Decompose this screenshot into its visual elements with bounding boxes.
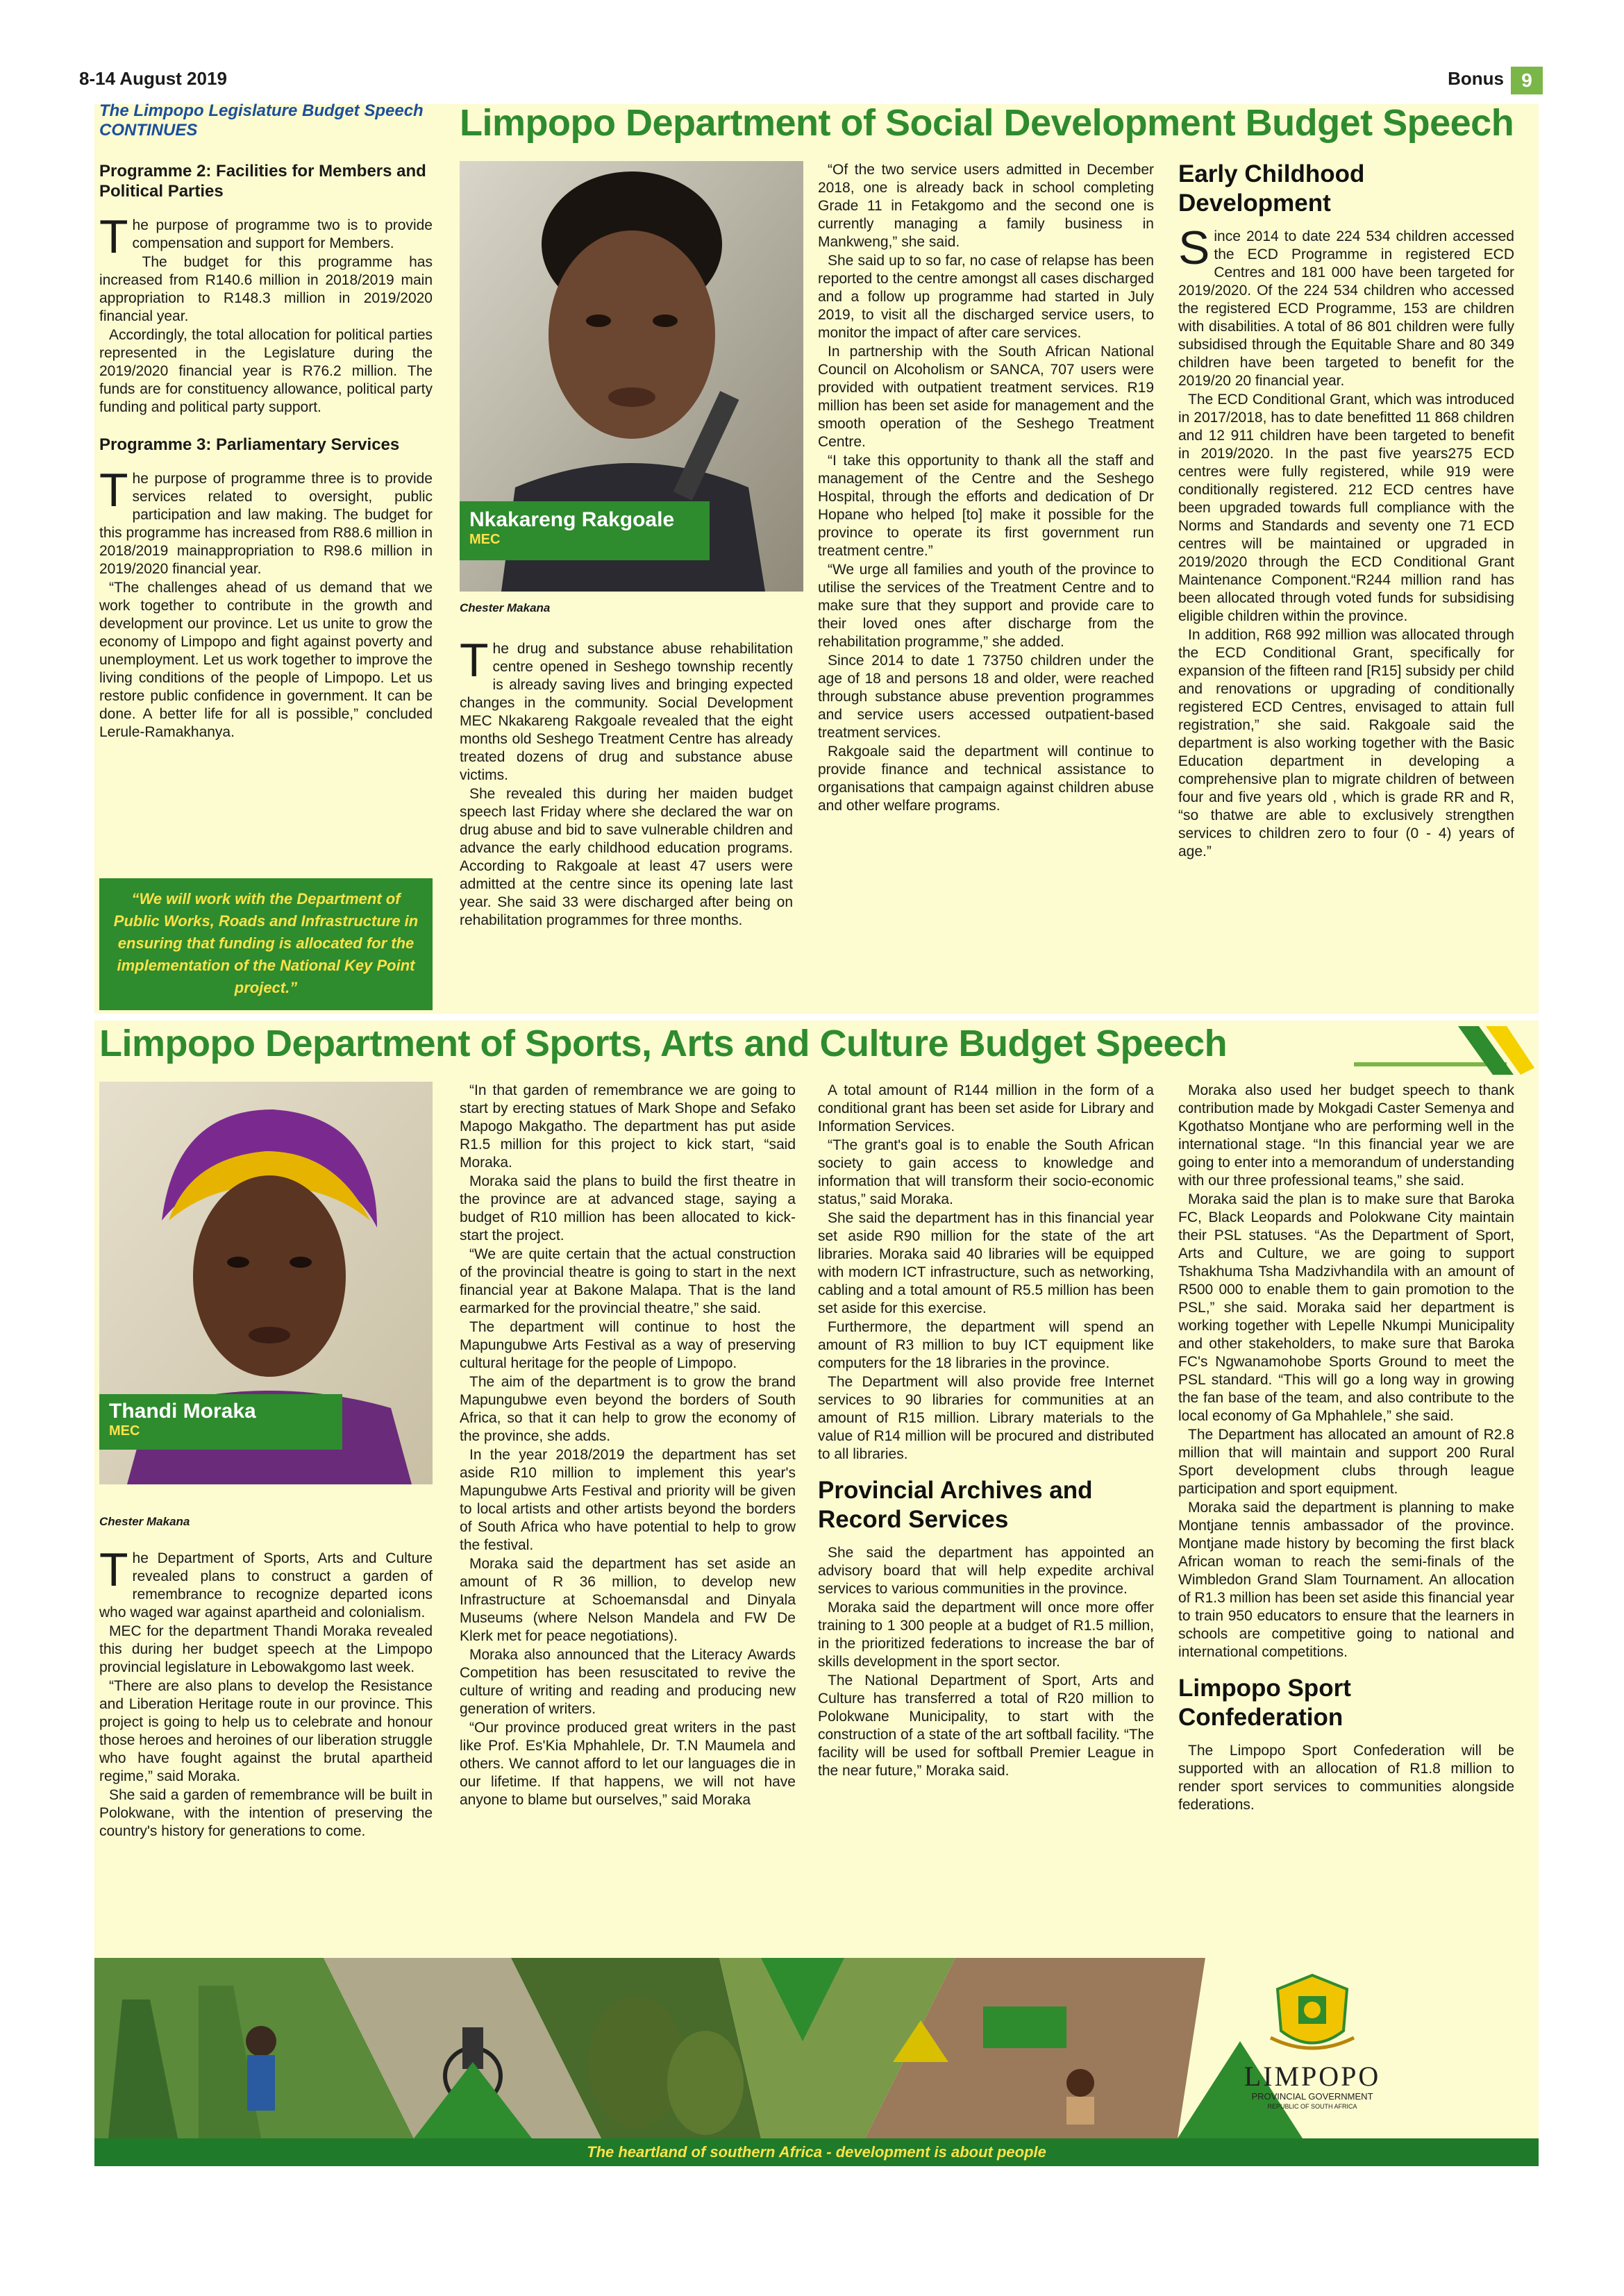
page-number: 9 xyxy=(1511,67,1543,94)
sports-column-1 xyxy=(99,1543,433,1841)
photo-name-tag xyxy=(460,501,710,560)
legislature-continues-heading xyxy=(99,101,426,140)
photo-credit: Chester Makana xyxy=(460,601,551,614)
paragraph: “Our province produced great writers in the past like Prof. Es'Kia Mphahlele, Dr. T.N Maumela and others. We cannot afford to let our languages die in our lifetime. If that happens, we will not have anyone to blame but ourselves,” said Moraka xyxy=(460,1720,796,1808)
paragraph: She revealed this during her maiden budget speech last Friday where she declared the war on drug abuse and bid to save vulnerable children and advance the early childhood education programs. According to Rakgoale at least 47 users were admitted at the centre since its opening late last year. She said 33 were discharged after being on rehabilitation programmes for three months. xyxy=(460,786,793,928)
paragraph: In the year 2018/2019 the department has set aside R10 million to implement this year's Mapungubwe Arts Festival and priority will be given to local artists and other artists beyond the borders of South Africa who have potential to help to grow the festival. xyxy=(460,1447,796,1553)
paragraph: Moraka said the department will once more offer training to 1 300 people at a budget of R1.5 million, in the prioritized federations to increase the bar of skills development in the sport sector. xyxy=(818,1600,1154,1670)
photo-role: MEC xyxy=(469,532,501,547)
paragraph: The purpose of programme two is to provide compensation and support for Members. xyxy=(99,210,433,263)
section-accent-mark xyxy=(1354,1026,1534,1075)
sports-arts-culture-title: Limpopo Department of Sports, Arts and Culture Budget Speech xyxy=(99,1023,1228,1064)
social-column-2 xyxy=(818,161,1154,816)
paragraph: The purpose of programme three is to provide services related to oversight, public participation and law making. The budget for this programme has increased from R88.6 million in 2018/2019 mainappropriation to R98.6 million in 2019/2020 financial year. xyxy=(99,464,433,577)
photo-name: Nkakareng Rakgoale xyxy=(469,508,675,531)
legislature-heading-line2: CONTINUES xyxy=(99,121,198,140)
photo-credit: Chester Makana xyxy=(99,1515,190,1528)
paragraph: Moraka also announced that the Literacy Awards Competition has been resuscitated to revive the culture of writing and reading and producing new generation of writers. xyxy=(460,1647,796,1717)
sports-column-3 xyxy=(818,1082,1154,1781)
limpopo-logo xyxy=(1208,1968,1416,2128)
mec-rakgoale-photo xyxy=(460,161,803,592)
paragraph: Accordingly, the total allocation for political parties represented in the Legislature during the 2019/2020 financial year is R76.2 million. The funds are for constituency allowance, political party funding and political party support. xyxy=(99,327,433,415)
paragraph: Since 2014 to date 1 73750 children under the age of 18 and persons 18 and older, were reached through substance abuse prevention programmes and service users accessed outpatient-based treatment services. xyxy=(818,653,1154,741)
logo-wordmark: LIMPOPO xyxy=(1244,2061,1381,2092)
sports-column-2 xyxy=(460,1082,796,1810)
page-header xyxy=(79,67,1543,94)
sports-column-4 xyxy=(1178,1082,1514,1815)
paragraph: Since 2014 to date 224 534 children accessed the ECD Programme in registered ECD Centres and 181 000 have been targeted for 2019/2020. Of the 224 534 children who accessed the registered ECD Programme, 153 are children with disabilities. A total of 86 801 children were fully subsidised through the Equitable Share and 80 349 children have been targeted to benefit for the 2019/20 20 financial year. xyxy=(1178,221,1514,389)
paragraph: A total amount of R144 million in the form of a conditional grant has been set aside for Library and Information Services. xyxy=(818,1082,1154,1134)
drop-cap: T xyxy=(460,634,489,687)
ecd-heading: Early Childhood Development xyxy=(1178,160,1365,217)
paragraph: “The challenges ahead of us demand that we work together to contribute in the growth and development our province. Let us unite to grow the economy of Limpopo and fight against poverty and unemployment. Let us work together to improve the living conditions of the people of Limpopo. Let us restore public confidence in government. It can be done. A better life for all is possible,” concluded Lerule-Ramakhanya. xyxy=(99,580,433,740)
paragraph: In addition, R68 992 million was allocated through the ECD Conditional Grant, specifically for expansion of the fifteen rand [R15] subsidy per child and renovations or upgrading of conditionally registered ECD Centres, envisaged to attain full registration,” she said. Rakgoale said the department is also working together with the Basic Education department in developing a comprehensive plan to migrate children of between four and five years old , which is grade RR and R, “so thatwe are able to exclusively strengthen services to children zero to four (0 - 4) years of age.” xyxy=(1178,627,1514,860)
legislature-heading-line1: The Limpopo Legislature Budget Speech xyxy=(99,101,424,120)
drop-cap: T xyxy=(99,1543,128,1596)
paragraph: She said a garden of remembrance will be built in Polokwane, with the intention of preserving the country's history for generations to come. xyxy=(99,1787,433,1839)
drop-cap: S xyxy=(1178,221,1210,274)
legislature-column xyxy=(99,161,433,742)
programme3-heading: Programme 3: Parliamentary Services xyxy=(99,435,400,454)
footer-tagline: The heartland of southern Africa - development is about people xyxy=(94,2138,1539,2166)
paragraph: “There are also plans to develop the Resistance and Liberation Heritage route in our province. This project is going to help us to celebrate and honour those heroes and heroines of our liberation struggle who have fought against the brutal apartheid regime,” said Moraka. xyxy=(99,1678,433,1784)
paragraph: The department will continue to host the Mapungubwe Arts Festival as a way of preserving cultural heritage for the people of Limpopo. xyxy=(460,1319,796,1371)
paragraph: “We urge all families and youth of the province to utilise the services of the Treatment Centre and to make sure that they support and provide care to their loved ones after discharge from the rehabilitation programme,” she added. xyxy=(818,562,1154,650)
paragraph: The Limpopo Sport Confederation will be supported with an allocation of R1.8 million to render sport services to communities alongside federations. xyxy=(1178,1743,1514,1813)
drop-cap: T xyxy=(99,464,128,517)
logo-subtitle-2: REPUBLIC OF SOUTH AFRICA xyxy=(1267,2103,1357,2110)
paragraph: The Department will also provide free Internet services to 90 libraries for communities at an amount of R15 million. Library materials to the value of R14 million will be procured and distributed to all libraries. xyxy=(818,1374,1154,1462)
social-column-3 xyxy=(1178,160,1514,862)
paragraph: “In that garden of remembrance we are going to start by erecting statues of Mark Shope and Sefako Mapogo Makgatho. The department has put aside R1.5 million for this project to kick start, “said Moraka. xyxy=(460,1082,796,1171)
paragraph: The ECD Conditional Grant, which was introduced in 2017/2018, has to date benefitted 11 868 children and 12 911 children have been targeted to benefit in 2019/2020. In the past five years275 ECD centres were fully registered, while 919 were conditionally registered. 212 ECD centres have been upgraded towards full compliance with the Norms and Standards and seventy one 71 ECD centres will be maintained or upgraded in 2019/2020 through the ECD Conditional Grant Maintenance Component.“R244 million rand has been allocated through voted funds for subsidising eligible children within the province. xyxy=(1178,392,1514,624)
paragraph: In partnership with the South African National Council on Alcoholism or SANCA, 707 users were provided with outpatient treatment services. R19 million has been set aside for management and the smooth operation of the Seshego Treatment Centre. xyxy=(818,344,1154,450)
paragraph: The Department has allocated an amount of R2.8 million that will maintain and support 200 Rural Sport development clubs through league participation and sport equipment. xyxy=(1178,1427,1514,1497)
paragraph: “I take this opportunity to thank all the staff and management of the Centre and the Seshego Hospital, through the efforts and dedication of Dr Hopane who helped [to] make it possible for the province to operate its first government run treatment centre.” xyxy=(818,453,1154,559)
programme2-heading: Programme 2: Facilities for Members and Political Parties xyxy=(99,162,426,201)
paragraph: “Of the two service users admitted in December 2018, one is already back in school completing Grade 11 in Fetakgomo and the second one is currently managing a family business in Mankweng,” she said. xyxy=(818,162,1154,250)
paragraph: Moraka said the department is planning to make Montjane tennis ambassador of the province. Montjane made history by becoming the first black African woman to reach the semi-finals of the Wimbledon Grand Slam Tournament. An allocation of R1.3 million has been set aside this financial year to train 950 educators to ensure that the learners in schools are competitive going to national and international competitions. xyxy=(1178,1500,1514,1660)
mec-moraka-photo xyxy=(99,1082,433,1484)
social-column-1 xyxy=(460,634,793,930)
paragraph: The budget for this programme has increased from R140.6 million in 2018/2019 main appropriation to R148.3 million in 2019/2020 financial year. xyxy=(99,254,433,324)
paragraph: The drug and substance abuse rehabilitation centre opened in Seshego township recently is already saving lives and bringing expected changes in the community. Social Development MEC Nkakareng Rakgoale revealed that the eight months old Seshego Treatment Centre has already treated dozens of drug and substance abuse victims. xyxy=(460,634,793,783)
photo-name-tag xyxy=(99,1394,342,1450)
logo-subtitle: PROVINCIAL GOVERNMENT xyxy=(1251,2091,1373,2102)
paragraph: Moraka said the department has set aside an amount of R 36 million, to develop new Infrastructure at Schoemansdal and Dinyala Museums (where Nelson Mandela and FW De Klerk met for peace negotiations). xyxy=(460,1556,796,1644)
paragraph: She said the department has appointed an advisory board that will help expedite archival services to various communities in the province. xyxy=(818,1545,1154,1597)
issue-date: 8-14 August 2019 xyxy=(79,68,227,89)
paragraph: The aim of the department is to grow the brand Mapungubwe even beyond the borders of South Africa, so that it can help to grow the economy of the province, she adds. xyxy=(460,1374,796,1444)
paragraph: Furthermore, the department will spend an amount of R3 million to buy ICT equipment like computers for the 18 libraries in the province. xyxy=(818,1319,1154,1371)
paragraph: She said up to so far, no case of relapse has been reported to the centre amongst all cases discharged and a follow up programme had started in July 2019, to visit all the discharged service users, to monitor the impact of after care services. xyxy=(818,253,1154,341)
pull-quote: “We will work with the Department of Public Works, Roads and Infrastructure in ensuring that funding is allocated for the implementation of the National Key Point project.” xyxy=(99,878,433,1010)
paragraph: Rakgoale said the department will continue to provide finance and technical assistance to organisations that campaign against children abuse and other welfare programs. xyxy=(818,744,1154,814)
section-label: Bonus xyxy=(1448,68,1504,89)
paragraph: Moraka also used her budget speech to thank contribution made by Mokgadi Caster Semenya and Kgothatso Montjane who are performing well in the international stage. “In this financial year we are going to enter into a memorandum of understanding with our three professional teams,” she said. xyxy=(1178,1082,1514,1189)
paragraph: The Department of Sports, Arts and Culture revealed plans to construct a garden of remembrance to recognize departed icons who waged war against apartheid and colonialism. xyxy=(99,1543,433,1620)
coat-of-arms-icon xyxy=(1264,1968,1361,2059)
paragraph: The National Department of Sport, Arts and Culture has transferred a total of R20 million to Polokwane Municipality, to start with the construction of a state of the art softball facility. “The facility will be used for softball Premier League in the near future,” Moraka said. xyxy=(818,1673,1155,1779)
photo-role: MEC xyxy=(109,1423,140,1439)
social-development-title: Limpopo Department of Social Development Budget Speech xyxy=(460,102,1514,144)
archives-heading: Provincial Archives and Record Services xyxy=(818,1477,1093,1533)
paragraph: MEC for the department Thandi Moraka revealed this during her budget speech at the Limpopo provincial legislature in Lebowakgomo last week. xyxy=(99,1623,433,1675)
paragraph: “The grant's goal is to enable the South African society to gain access to knowledge and information that will transform their socio-economic status,” said Moraka. xyxy=(818,1137,1154,1207)
paragraph: She said the department has in this financial year set aside R90 million for the state of the art libraries. Moraka said 40 libraries will be equipped with modern ICT infrastructure, such as networking, cabling and a total amount of R5.5 million has been set aside for this exercise. xyxy=(818,1210,1154,1316)
paragraph: Moraka said the plans to build the first theatre in the province are at advanced stage, saying a budget of R10 million has been allocated to kick-start the project. xyxy=(460,1173,796,1243)
sport-confederation-heading: Limpopo Sport Confederation xyxy=(1178,1675,1351,1731)
photo-name: Thandi Moraka xyxy=(109,1400,256,1423)
drop-cap: T xyxy=(99,210,128,263)
paragraph: Moraka said the plan is to make sure that Baroka FC, Black Leopards and Polokwane City maintain their PSL statuses. “As the Department of Sport, Arts and Culture, we are going to support Tshakhuma Tsha Madzivhandila with an amount of R500 000 to enable them to gain promotion to the PSL,” she said. Moraka said her department is working together with Lepelle Nkumpi Municipality and other stakeholders, to make sure that Baroka FC's Ngwanamohobe Sports Ground to meet the PSL standard. “This will go a long way in growing the fan base of the team, and also contribute to the local economy of Ga Mphahlele,” she said. xyxy=(1178,1191,1514,1424)
paragraph: “We are quite certain that the actual construction of the provincial theatre is going to start in the next financial year at Bakone Malapa. That is the land earmarked for the provincial theatre,” she said. xyxy=(460,1246,796,1316)
